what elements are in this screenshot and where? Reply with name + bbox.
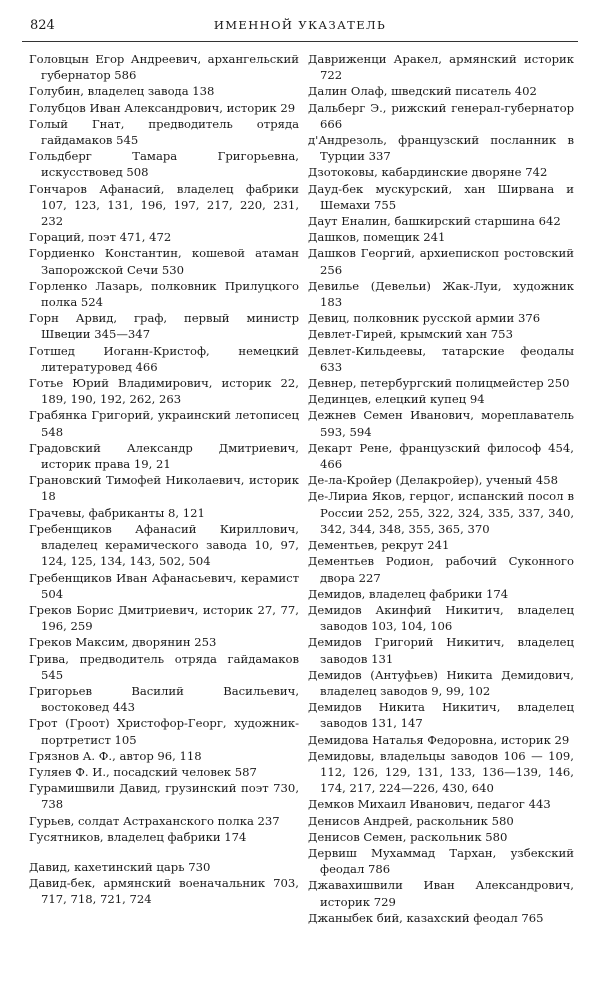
index-entry: Дементьев, рекрут 241 (308, 538, 450, 553)
index-entry: Гусятников, владелец фабрики 174 (29, 829, 247, 844)
index-entry: Демков Михаил Иванович, педагог 443 (308, 797, 551, 812)
index-entry: Девиц, полковник русской армии 376 (308, 311, 541, 326)
index-entry: Давриженци Аракел, армянский историк 722 (308, 52, 574, 83)
index-entry: Гончаров Афанасий, владелец фабрики 107, 123, 131, 196, 197, 217, 220, 231, 232 (29, 181, 299, 229)
index-entry: Гольдберг Тамара Григорьевна, искусствовед 508 (29, 149, 299, 180)
index-entry: Гребенщиков Афанасий Кириллович, владелец керамического завода 10, 97, 124, 125, 134, 143, 502, 504 (29, 521, 299, 569)
index-entry: Демидова Наталья Федоровна, историк 29 (308, 732, 570, 747)
index-entry: Гурамишвили Давид, грузинский поэт 730, 738 (29, 781, 299, 812)
index-entry: Гребенщиков Иван Афанасьевич, керамист 504 (29, 570, 299, 601)
index-entry: Девнер, петербургский полицмейстер 250 (308, 376, 570, 391)
index-entry: Грива, предводитель отряда гайдамаков 545 (29, 651, 299, 682)
index-entry: Голубин, владелец завода 138 (29, 84, 215, 99)
index-entry: Голубцов Иван Александрович, историк 29 (29, 100, 296, 115)
index-entry: Гурьев, солдат Астраханского полка 237 (29, 813, 280, 828)
right-column (308, 51, 574, 926)
index-entry: Давид, кахетинский царь 730 (29, 859, 211, 874)
index-entry: Даут Еналин, башкирский старшина 642 (308, 214, 561, 229)
left-column (29, 51, 299, 908)
index-entry: Грот (Гроот) Христофор-Георг, художник-портретист 105 (29, 716, 299, 747)
index-entry: Демидов Григорий Никитич, владелец заводов 131 (308, 635, 574, 666)
header-rule (22, 41, 578, 42)
page-header (22, 8, 578, 34)
index-entry: Градовский Александр Дмитриевич, историк права 19, 21 (29, 440, 299, 472)
index-entry: Готшед Иоганн-Кристоф, немецкий литературовед 466 (29, 343, 299, 374)
index-entry: Грабянка Григорий, украинский летописец 548 (29, 408, 299, 439)
index-entry: Григорьев Василий Васильевич, востоковед 443 (29, 683, 299, 715)
index-entry: Де-ла-Кройер (Делакройер), ученый 458 (308, 473, 558, 488)
index-entry: Голый Гнат, предводитель отряда гайдамаков 545 (29, 116, 299, 148)
index-entry: Гуляев Ф. И., посадский человек 587 (29, 764, 257, 779)
index-entry: Демидов (Антуфьев) Никита Демидович, владелец заводов 9, 99, 102 (308, 667, 574, 698)
index-entry: Демидов Никита Никитич, владелец заводов 131, 147 (308, 700, 574, 731)
index-entry: Дединцев, елецкий купец 94 (308, 392, 485, 407)
index-entry: Греков Борис Дмитриевич, историк 27, 77, 196, 259 (29, 602, 299, 634)
index-entry: Гордиенко Константин, кошевой атаман Запорожской Сечи 530 (29, 246, 299, 277)
index-entry: Горленко Лазарь, полковник Прилуцкого полка 524 (29, 278, 299, 310)
index-entry: Демидовы, владельцы заводов 106 — 109, 112, 126, 129, 131, 133, 136—139, 146, 174, 217, 224—226, 430, 640 (308, 748, 574, 796)
index-entry: Давид-бек, армянский военачальник 703, 717, 718, 721, 724 (29, 876, 299, 907)
page-number: 824 (30, 18, 55, 33)
letter-gap (29, 845, 299, 859)
index-entry: Демидов Акинфий Никитич, владелец заводов 103, 104, 106 (308, 602, 574, 634)
index-entry: Грановский Тимофей Николаевич, историк 18 (29, 473, 299, 504)
index-entry: Джавахишвили Иван Александрович, историк 729 (308, 878, 574, 909)
index-entry: Грачевы, фабриканты 8, 121 (29, 505, 205, 520)
index-entry: Девилье (Девельи) Жак-Луи, художник 183 (308, 278, 574, 310)
index-entry: Дервиш Мухаммад Тархан, узбекский феодал 786 (308, 845, 574, 877)
index-entry: Демидов, владелец фабрики 174 (308, 586, 509, 601)
index-entry: д'Андрезоль, французский посланник в Турции 337 (308, 133, 574, 164)
index-entry: Горн Арвид, граф, первый министр Швеции 345—347 (29, 311, 299, 342)
index-entry: Дауд-бек мускурский, хан Ширвана и Шемахи 755 (308, 181, 574, 212)
index-entry: Дежнев Семен Иванович, мореплаватель 593, 594 (308, 408, 574, 439)
index-entry: Грязнов А. Ф., автор 96, 118 (29, 748, 202, 763)
index-entry: Джаныбек бий, казахский феодал 765 (308, 910, 544, 925)
index-entry: Головцын Егор Андреевич, архангельский губернатор 586 (29, 52, 299, 83)
index-entry: Дзотоковы, кабардинские дворяне 742 (308, 165, 548, 180)
index-entry: Девлет-Кильдеевы, татарские феодалы 633 (308, 343, 574, 374)
index-entry: Декарт Рене, французский философ 454, 466 (308, 440, 574, 472)
running-title: ИМЕННОЙ УКАЗАТЕЛЬ (213, 18, 387, 32)
index-entry: Денисов Семен, раскольник 580 (308, 829, 508, 844)
index-entry: Готье Юрий Владимирович, историк 22, 189, 190, 192, 262, 263 (29, 376, 299, 407)
index-entry: Денисов Андрей, раскольник 580 (308, 813, 514, 828)
index-entry: Дашков Георгий, архиепископ ростовский 256 (308, 246, 574, 277)
index-entry: Дальберг Э., рижский генерал-губернатор 666 (308, 100, 574, 131)
index-entry: Де-Лириа Яков, герцог, испанский посол в России 252, 255, 322, 324, 335, 337, 340, 342, 344, 348, 355, 365, 370 (308, 489, 574, 536)
index-entry: Гораций, поэт 471, 472 (29, 230, 172, 245)
index-entry: Девлет-Гирей, крымский хан 753 (308, 327, 513, 342)
index-entry: Греков Максим, дворянин 253 (29, 635, 217, 650)
index-entry: Дементьев Родион, рабочий Суконного двора 227 (308, 554, 574, 585)
index-entry: Далин Олаф, шведский писатель 402 (308, 84, 537, 99)
index-entry: Дашков, помещик 241 (308, 230, 446, 245)
